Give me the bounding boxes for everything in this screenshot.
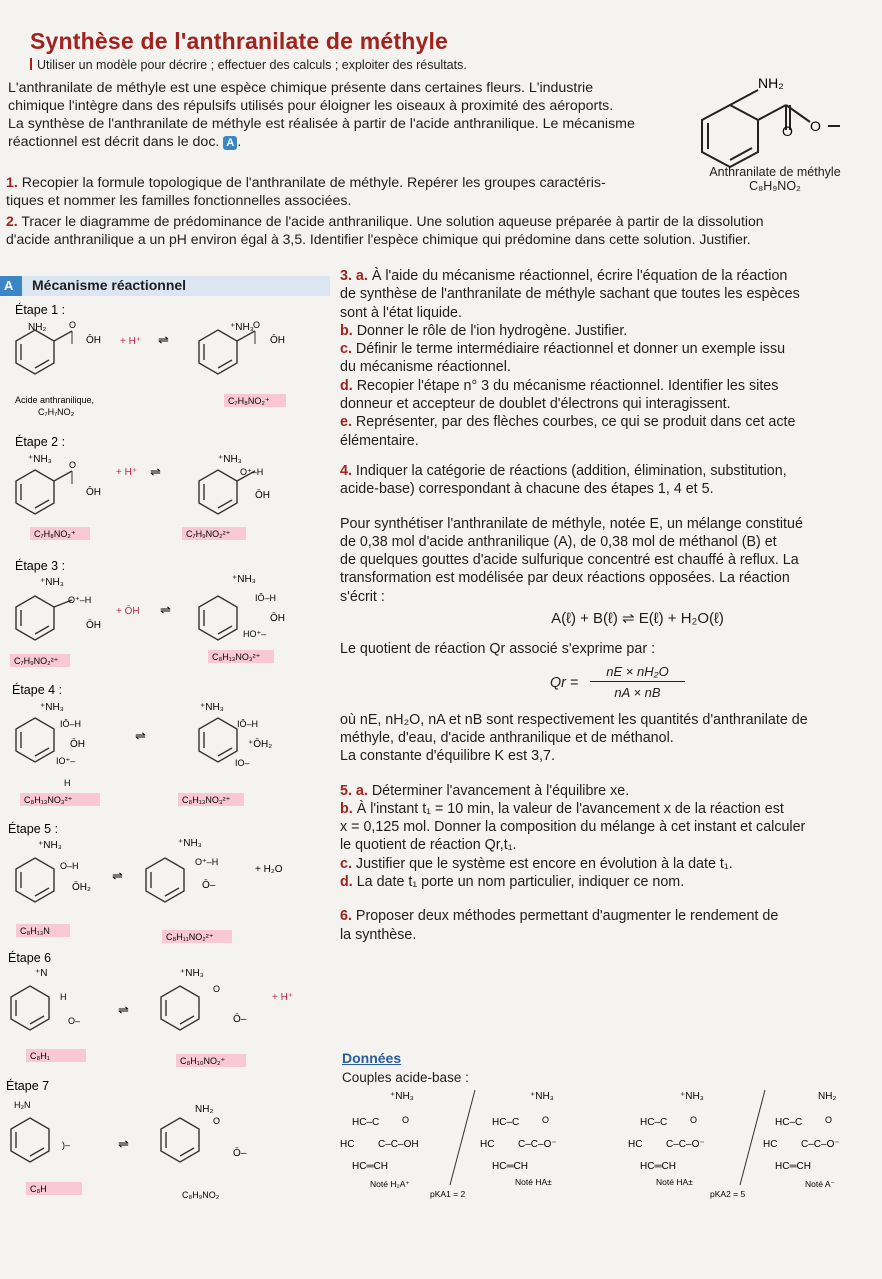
- svg-text:⁺N: ⁺N: [35, 968, 48, 979]
- svg-text:⁺NH₃: ⁺NH₃: [680, 1091, 704, 1102]
- q6-number: 6.: [340, 908, 352, 925]
- svg-text:⇌: ⇌: [160, 602, 171, 617]
- svg-text:IŌ–H: IŌ–H: [237, 719, 259, 729]
- svg-text:O: O: [213, 1116, 221, 1126]
- intro-line: La synthèse de l'anthranilate de méthyle est réalisée à partir de l'acide anthranilique. Le mécanisme: [8, 116, 635, 132]
- svg-text:⇌: ⇌: [158, 332, 169, 347]
- svg-text:O: O: [782, 123, 793, 139]
- svg-text:O: O: [402, 1115, 410, 1125]
- step-3-label: Étape 3 :: [15, 559, 66, 573]
- step-7-label: Étape 7: [6, 1079, 50, 1093]
- svg-text:C–C–O⁻: C–C–O⁻: [801, 1139, 840, 1150]
- intro-line: réactionnel est décrit dans le doc. A .: [8, 134, 242, 150]
- svg-text:H: H: [60, 992, 67, 1002]
- step-1-right-formula: C₇H₈NO₂⁺: [228, 396, 270, 406]
- svg-text:⁺NH₃: ⁺NH₃: [40, 702, 64, 713]
- step-5-product: + H₂O: [255, 864, 283, 875]
- molecule-name: Anthranilate de méthyle: [709, 165, 841, 179]
- mechanism-diagram: [0, 300, 335, 1260]
- intro-line: L'anthranilate de méthyle est une espèce chimique présente dans certaines fleurs. L'industrie: [8, 80, 594, 96]
- step-5-label: Étape 5 :: [8, 822, 59, 836]
- svg-text:O⁺–H: O⁺–H: [68, 595, 92, 605]
- svg-text:O: O: [690, 1115, 698, 1125]
- svg-text:ŌH: ŌH: [86, 335, 101, 346]
- svg-text:C–C–O⁻: C–C–O⁻: [666, 1139, 705, 1150]
- acid-base-couples-diagram: [340, 1085, 880, 1205]
- q2-number: 2.: [6, 213, 18, 229]
- svg-text:ŌH: ŌH: [270, 613, 285, 624]
- step-3-right-formula: C₈H₁₃NO₃²⁺: [212, 652, 261, 662]
- note-h2a: Noté H₂A⁺: [370, 1179, 410, 1189]
- step-6-label: Étape 6: [8, 951, 52, 965]
- step-4-label: Étape 4 :: [12, 683, 63, 697]
- q3d-number: d.: [340, 377, 353, 394]
- question-2: 2. Tracer le diagramme de prédominance de l'acide anthranilique. Une solution aqueuse préparée à partir de la dissolution d'acide anthranilique a un pH environ égal à 3,5. Identifier l'espèce chimique qui prédomine dans cette solution. Justifier.: [6, 213, 764, 247]
- svg-text:HC: HC: [480, 1139, 495, 1150]
- question-1: 1. Recopier la formule topologique de l'anthranilate de méthyle. Repérer les groupes caractéris- tiques et nommer les familles fonctionnelles associées.: [6, 175, 606, 209]
- step-6-reagent: + H⁺: [272, 992, 294, 1003]
- svg-text:NH₂: NH₂: [195, 1104, 214, 1115]
- step-7-left-formula: C₈H: [30, 1184, 47, 1194]
- intro-line: chimique l'intègre dans des répulsifs utilisés pour éloigner les oiseaux à proximité des aéroports.: [8, 98, 614, 114]
- svg-text:ŌH: ŌH: [255, 490, 270, 501]
- q3c-number: c.: [340, 341, 352, 358]
- svg-text:O: O: [542, 1115, 550, 1125]
- questions-right-column: 3. a. À l'aide du mécanisme réactionnel, écrire l'équation de la réaction de synthèse de l'anthranilate de méthyle sachant que toutes les espèces sont à l'état liquide. b. Donner le rôle de l'ion hydrogène. Justifier. c. Définir le terme intermédiaire réactionnel et donner un exemple issu du mécanisme réactionnel. d. Recopier l'étape n° 3 du mécanisme réactionnel. Identifier les sites donneur et accepteur de doublet d'électrons qui interagissent. e. Représenter, par des flèches courbes, ce qui se produit dans cet acte élémentaire. 4. Indiquer la catégorie de réactions (addition, élimination, substitution, acide-base) correspondant à chacune des étapes 1, 4 et 5. Pour synthétiser l'anthranilate de méthyle, notée E, un mélange constitué de 0,38 mol d'acide anthranilique (A), de 0,38 mol de méthanol (B) et de quelques gouttes d'acide sulfurique concentré est chauffé à reflux. La transformation est modélisée par deux réactions opposées. La réaction s'écrit : A(ℓ) + B(ℓ) ⇌ E(ℓ) + H₂O(ℓ) Le quotient de réaction Qr associé s'exprime par : Qr = nE × nH₂O nA × nB où nE, nH₂O, nA et nB sont respectivement les quantités d'anthranilate de méthyle, d'eau, d'acide anthranilique et de méthanol. La constante d'équilibre K est 3,7. 5. a. Déterminer l'avancement à l'équilibre xe. b. À l'instant t₁ = 10 min, la valeur de l'avancement x de la réaction est x = 0,125 mol. Donner la composition du mélange à cet instant et calculer le quotient de réaction Qr,t₁. c. Justifier que le système est encore en évolution à la date t₁. d. La date t₁ porte un nom particulier, indiquer ce nom. 6. Proposer deux méthodes permettant d'augmenter le rendement de la synthèse.: [340, 267, 875, 944]
- donnees-title: Données: [342, 1050, 402, 1066]
- svg-text:NH₂: NH₂: [28, 322, 47, 333]
- subtitle: [30, 58, 467, 72]
- svg-text:H₂N: H₂N: [14, 1100, 31, 1110]
- q5b-number: b.: [340, 800, 353, 817]
- svg-text:H: H: [64, 778, 71, 788]
- q4-number: 4.: [340, 462, 352, 479]
- svg-text:O: O: [213, 984, 221, 994]
- svg-text:Ō–: Ō–: [233, 1014, 247, 1025]
- svg-text:O⁺–H: O⁺–H: [195, 857, 219, 867]
- doc-a-letter: A: [4, 278, 14, 293]
- molecule-caption: [695, 165, 855, 193]
- page-title: Synthèse de l'anthranilate de méthyle: [30, 28, 449, 54]
- q1-number: 1.: [6, 175, 18, 191]
- note-ha-1: Noté HA±: [515, 1177, 552, 1187]
- svg-text:HC═CH: HC═CH: [352, 1161, 388, 1172]
- q3b-number: b.: [340, 322, 353, 339]
- svg-text:⇌: ⇌: [112, 868, 123, 883]
- qr-formula: Qr = nE × nH₂O nA × nB: [340, 663, 875, 705]
- svg-text:⇌: ⇌: [150, 464, 161, 479]
- svg-text:O–H: O–H: [60, 861, 79, 871]
- svg-text:⁺NH₃: ⁺NH₃: [180, 968, 204, 979]
- svg-text:NH₂: NH₂: [818, 1091, 837, 1102]
- svg-text:C–C–OH: C–C–OH: [378, 1139, 419, 1150]
- svg-text:HC–C: HC–C: [775, 1117, 803, 1128]
- molecule-formula: C₈H₉NO₂: [749, 179, 801, 193]
- nh2-label: NH₂: [758, 75, 784, 91]
- step-2-right-formula: C₇H₉NO₂²⁺: [186, 529, 231, 539]
- svg-text:⇌: ⇌: [118, 1136, 129, 1151]
- svg-text:ŌH: ŌH: [86, 487, 101, 498]
- note-a: Noté A⁻: [805, 1179, 836, 1189]
- svg-text:IŌ–H: IŌ–H: [60, 719, 82, 729]
- svg-text:⁺NH₃: ⁺NH₃: [200, 702, 224, 713]
- step-6-right-formula: C₈H₁₀NO₂⁺: [180, 1056, 226, 1066]
- q5c-number: c.: [340, 855, 352, 872]
- svg-text:⁺NH₃: ⁺NH₃: [530, 1091, 554, 1102]
- svg-text:O: O: [69, 320, 77, 330]
- svg-text:Ō–: Ō–: [202, 880, 216, 891]
- q5a-number: 5. a.: [340, 782, 368, 799]
- svg-text:ŌH: ŌH: [270, 335, 285, 346]
- svg-text:HC–C: HC–C: [352, 1117, 380, 1128]
- step-1-left-name: Acide anthranilique,: [15, 395, 95, 405]
- step-1-label: Étape 1 :: [15, 303, 66, 317]
- q5d-number: d.: [340, 874, 353, 891]
- svg-text:O: O: [253, 320, 261, 330]
- svg-text:HC═CH: HC═CH: [640, 1161, 676, 1172]
- svg-text:ŌH: ŌH: [70, 739, 85, 750]
- svg-text:IO–: IO–: [235, 758, 250, 768]
- svg-text:)–: )–: [62, 1140, 71, 1150]
- step-4-left-formula: C₈H₁₃NO₃²⁺: [24, 795, 73, 805]
- pka1: pKA1 = 2: [430, 1189, 466, 1199]
- svg-text:⁺NH₃: ⁺NH₃: [178, 838, 202, 849]
- svg-text:HC═CH: HC═CH: [492, 1161, 528, 1172]
- svg-text:O: O: [810, 118, 821, 134]
- step-6-left-formula: C₈H₁: [30, 1051, 50, 1061]
- step-2-reagent: + H⁺: [116, 467, 138, 478]
- q3a-number: 3. a.: [340, 268, 368, 284]
- svg-text:O: O: [69, 460, 77, 470]
- svg-text:O⁺–H: O⁺–H: [240, 467, 264, 477]
- pka2: pKA2 = 5: [710, 1189, 746, 1199]
- svg-text:⇌: ⇌: [135, 728, 146, 743]
- svg-text:⁺NH₃: ⁺NH₃: [40, 577, 64, 588]
- q3e-number: e.: [340, 414, 352, 431]
- note-ha-2: Noté HA±: [656, 1177, 693, 1187]
- svg-text:HC═CH: HC═CH: [775, 1161, 811, 1172]
- svg-text:ŌH₂: ŌH₂: [72, 882, 91, 893]
- svg-text:IO⁺–: IO⁺–: [56, 756, 76, 766]
- step-3-reagent: + ŌH: [116, 606, 140, 617]
- doc-badge: A: [223, 136, 237, 150]
- doc-a-header: [0, 276, 330, 296]
- step-2-label: Étape 2 :: [15, 435, 66, 449]
- subtitle-text: Utiliser un modèle pour décrire ; effectuer des calculs ; exploiter des résultats.: [37, 58, 467, 72]
- reaction-equation: A(ℓ) + B(ℓ) ⇌ E(ℓ) + H₂O(ℓ): [551, 610, 724, 628]
- svg-text:HO⁺–: HO⁺–: [243, 629, 267, 639]
- svg-text:HC: HC: [763, 1139, 778, 1150]
- svg-text:HC: HC: [628, 1139, 643, 1150]
- svg-text:ŌH: ŌH: [86, 620, 101, 631]
- svg-text:HC–C: HC–C: [640, 1117, 668, 1128]
- doc-a-title: Mécanisme réactionnel: [32, 277, 187, 293]
- svg-text:⁺NH₃: ⁺NH₃: [38, 840, 62, 851]
- svg-text:⁺NH₃: ⁺NH₃: [230, 322, 254, 333]
- svg-text:Ō–: Ō–: [233, 1148, 247, 1159]
- intro-paragraph: [8, 79, 688, 151]
- svg-text:HC: HC: [340, 1139, 355, 1150]
- step-1-left-formula: C₇H₇NO₂: [38, 407, 75, 417]
- svg-text:⁺NH₃: ⁺NH₃: [218, 454, 242, 465]
- couples-label: Couples acide-base :: [342, 1070, 469, 1085]
- step-5-left-formula: C₈H₁₃N: [20, 926, 50, 936]
- step-5-right-formula: C₈H₁₁NO₂²⁺: [166, 932, 214, 942]
- svg-text:HC–C: HC–C: [492, 1117, 520, 1128]
- step-3-left-formula: C₇H₉NO₂²⁺: [14, 656, 59, 666]
- svg-text:IŌ–H: IŌ–H: [255, 593, 277, 603]
- svg-text:C–C–O⁻: C–C–O⁻: [518, 1139, 557, 1150]
- svg-text:⁺NH₃: ⁺NH₃: [28, 454, 52, 465]
- step-7-right-formula: C₈H₉NO₂: [182, 1190, 220, 1200]
- step-2-left-formula: C₇H₈NO₂⁺: [34, 529, 76, 539]
- step-1-reagent: + H⁺: [120, 336, 142, 347]
- svg-text:⇌: ⇌: [118, 1002, 129, 1017]
- svg-text:O–: O–: [68, 1016, 81, 1026]
- svg-text:⁺NH₃: ⁺NH₃: [232, 574, 256, 585]
- subtitle-bar: [30, 58, 32, 70]
- step-4-right-formula: C₈H₁₃NO₃²⁺: [182, 795, 231, 805]
- svg-text:⁺NH₃: ⁺NH₃: [390, 1091, 414, 1102]
- svg-text:O: O: [825, 1115, 833, 1125]
- svg-text:⁺ŌH₂: ⁺ŌH₂: [248, 739, 273, 750]
